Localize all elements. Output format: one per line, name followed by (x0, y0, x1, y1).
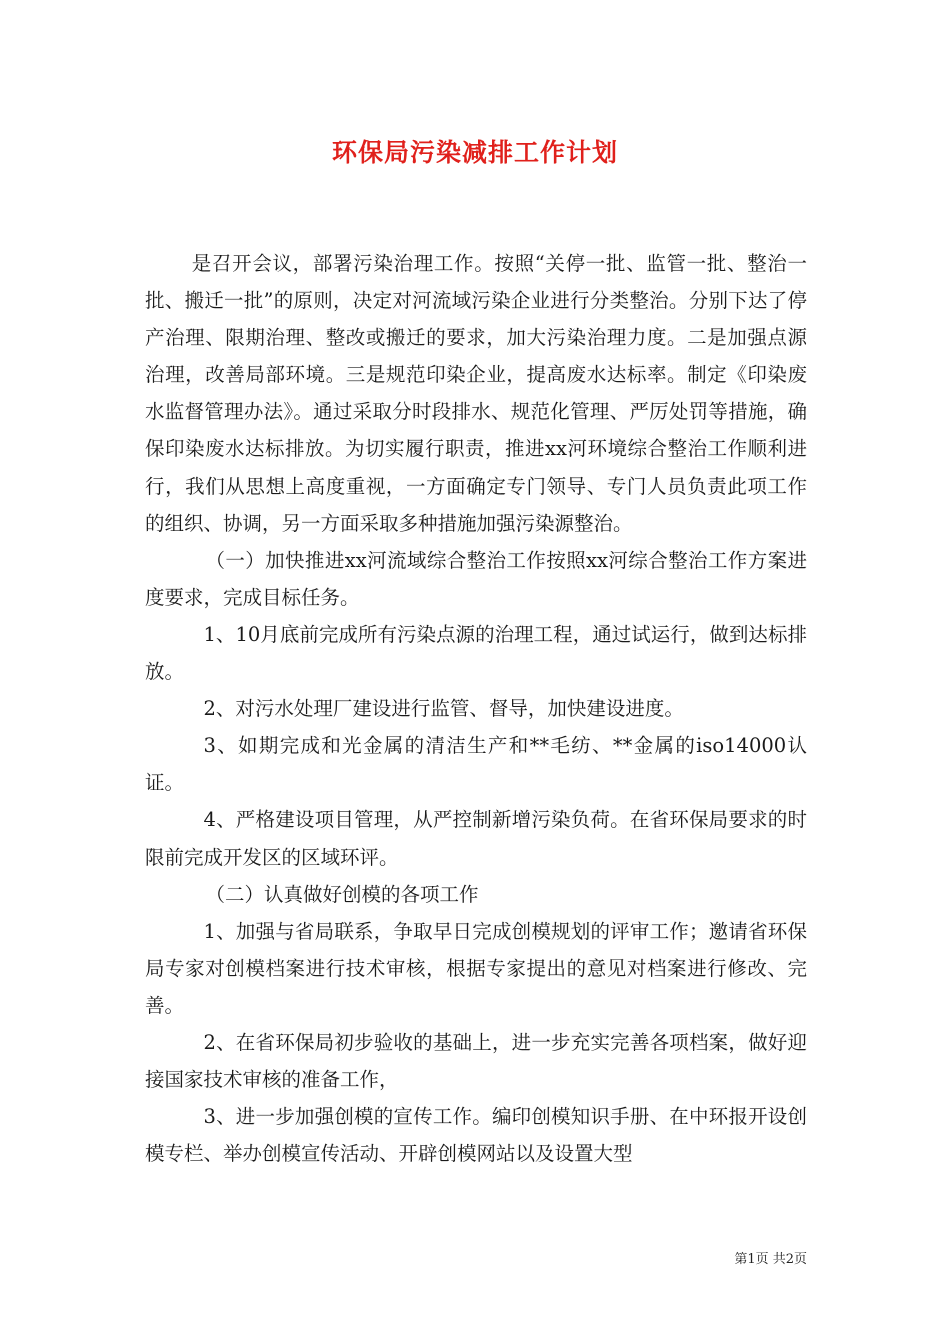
paragraph-item-1: 1、10月底前完成所有污染点源的治理工程，通过试运行，做到达标排放。 (145, 622, 807, 684)
document-title: 环保局污染减排工作计划 (331, 138, 618, 167)
page-number-footer: 第1页 共2页 (734, 1252, 807, 1267)
paragraph-intro: 是召开会议，部署污染治理工作。按照“关停一批、监管一批、整治一批、搬迁一批”的原则，决定对河流域污染企业进行分类整治。分别下达了停产治理、限期治理、整改或搬迁的要求，加大污染治理力度。二是加强点源治理，改善局部环境。三是规范印染企业，提高废水达标率。制定《印染废水监督管理办法》。通过采取分时段排水、规范化管理、严厉处罚等措施，确保印染废水达标排放。为切实履行职责，推进xx河环境综合整治工作顺利进行，我们从思想上高度重视，一方面确定专门领导、专门人员负责此项工作的组织、协调，另一方面采取多种措施加强污染源整治。 (145, 252, 807, 535)
paragraph-item-2-3: 3、进一步加强创模的宣传工作。编印创模知识手册、在中环报开设创模专栏、举办创模宣传活动、开辟创模网站以及设置大型 (145, 1105, 807, 1166)
paragraph-item-3: 3、如期完成和光金属的清洁生产和**毛纺、**金属的iso14000认证。 (145, 734, 807, 795)
paragraph-item-2-2: 2、在省环保局初步验收的基础上，进一步充实完善各项档案，做好迎接国家技术审核的准备工作， (145, 1030, 807, 1092)
paragraph-section-two-heading: （二）认真做好创模的各项工作 (205, 882, 479, 906)
document-body (145, 245, 807, 1172)
paragraph-item-4: 4、严格建设项目管理，从严控制新增污染负荷。在省环保局要求的时限前完成开发区的区域环评。 (145, 808, 807, 869)
paragraph-item-2-1: 1、加强与省局联系，争取早日完成创模规划的评审工作；邀请省环保局专家对创模档案进行技术审核，根据专家提出的意见对档案进行修改、完善。 (145, 919, 807, 1017)
paragraph-item-2: 2、对污水处理厂建设进行监管、督导，加快建设进度。 (203, 697, 684, 721)
paragraph-section-one-heading: （一）加快推进xx河流域综合整治工作按照xx河综合整治工作方案进度要求，完成目标任务。 (145, 548, 807, 609)
